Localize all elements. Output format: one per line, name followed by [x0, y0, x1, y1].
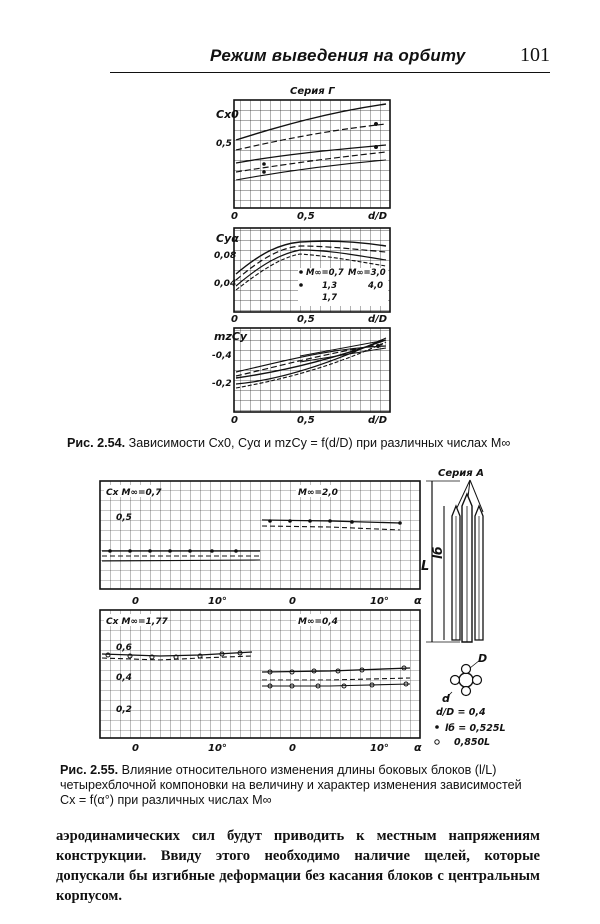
fig254-series-label: Серия Г: [290, 86, 335, 97]
body-paragraph: аэродинамических сил будут приводить к местным напряжениям конструкции. Ввиду этого необходимо наличие щелей, которые допускали бы изгибные деформации без касания блоков с центральным корпусом.: [56, 828, 540, 904]
fig255-legend-dD: d/D = 0,4: [436, 707, 486, 718]
fig254-p3-ytick-02: -0,2: [212, 379, 232, 389]
fig255-bottom-x-10b: 10°: [370, 743, 389, 754]
fig254-p1-ytick: 0,5: [216, 139, 232, 149]
fig254-p3-ytick-04: -0,4: [212, 351, 232, 361]
fig254-p1-xtick-0: 0: [231, 211, 238, 222]
fig254-p3-xtick-0: 0: [231, 415, 238, 426]
fig254-p2-ytick-008: 0,08: [214, 251, 237, 261]
fig254-legend-1: M∞=3,0: [348, 268, 386, 278]
fig255-bottom-ytick-02: 0,2: [116, 705, 132, 715]
fig254-caption-prefix: Рис. 2.54.: [67, 436, 126, 450]
fig254-caption: [67, 436, 537, 451]
fig255-series-label: Серия А: [438, 468, 484, 479]
fig254-p2-xtick-05: 0,5: [297, 314, 315, 325]
fig254-panel-cx0: [216, 100, 390, 222]
fig255-bottom-x-0b: 0: [289, 743, 296, 754]
fig255-bottom-x-alpha: α: [414, 741, 422, 754]
fig255-top-x-10: 10°: [208, 596, 227, 607]
fig254-legend-2: 1,3: [322, 281, 338, 291]
fig255-legend-lb1: lб = 0,525L: [445, 723, 506, 734]
page-number: 101: [520, 44, 550, 66]
fig254-panel-mz: [212, 328, 390, 426]
fig254-legend-3: 4,0: [368, 281, 384, 291]
fig254-p1-xtick-05: 0,5: [297, 211, 315, 222]
fig255-top-x-0b: 0: [289, 596, 296, 607]
fig254-p3-ylabel: mzCy: [214, 330, 248, 343]
fig255-dim-lb: lб: [431, 546, 445, 559]
fig255-caption-text: Влияние относительного изменения длины боковых блоков (l/L) четырехблочной компоновки на величину и характер изменения зависимостей Cx = f(α°) при различных числах M∞: [60, 763, 522, 807]
fig255-bottom-ytick-06: 0,6: [116, 643, 132, 653]
fig255-caption: [60, 763, 538, 808]
fig254-caption-text: Зависимости Cx0, Cyα и mzCy = f(d/D) при различных числах M∞: [128, 436, 511, 450]
fig255-dim-L: L: [421, 559, 430, 574]
fig255-caption-prefix: Рис. 2.55.: [60, 763, 119, 777]
fig254-p2-xtick-0: 0: [231, 314, 238, 325]
fig255-bottom-right-tag: M∞=0,4: [298, 617, 338, 627]
fig255-bottom-chart: [100, 610, 422, 754]
fig255-top-x-alpha: α: [414, 594, 422, 607]
fig255-top-left-tag: Cx M∞=0,7: [106, 488, 162, 498]
fig255-dim-d: d: [442, 692, 450, 705]
fig254-legend-0: M∞=0,7: [306, 268, 344, 278]
fig254-p1-ylabel: Cx0: [216, 108, 239, 121]
fig254-p2-ylabel: Cyα: [216, 232, 239, 245]
fig255-bottom-ytick-04: 0,4: [116, 673, 132, 683]
fig254-panel-cya: [214, 228, 390, 325]
fig255-legend-lb2: 0,850L: [454, 737, 491, 748]
fig255-bottom-x-0: 0: [132, 743, 139, 754]
fig255-bottom-left-tag: Cx M∞=1,77: [106, 617, 168, 627]
fig255-top-x-0: 0: [132, 596, 139, 607]
fig255-dim-D: D: [478, 652, 488, 665]
fig254-p2-ytick-004: 0,04: [214, 279, 237, 289]
fig255-bottom-x-10: 10°: [208, 743, 227, 754]
fig254-p3-xtick-dD: d/D: [368, 415, 388, 426]
fig255-top-chart: [100, 481, 422, 607]
fig255-rocket-diagram: [421, 468, 506, 748]
running-title: Режим выведения на орбиту: [210, 46, 466, 65]
fig254-p3-xtick-05: 0,5: [297, 415, 315, 426]
fig255-top-ytick: 0,5: [116, 513, 132, 523]
fig255-top-right-tag: M∞=2,0: [298, 488, 338, 498]
fig254-p2-xtick-dD: d/D: [368, 314, 388, 325]
fig254-legend-4: 1,7: [322, 293, 338, 303]
fig254-p1-xtick-dD: d/D: [368, 211, 388, 222]
fig255-top-x-10b: 10°: [370, 596, 389, 607]
